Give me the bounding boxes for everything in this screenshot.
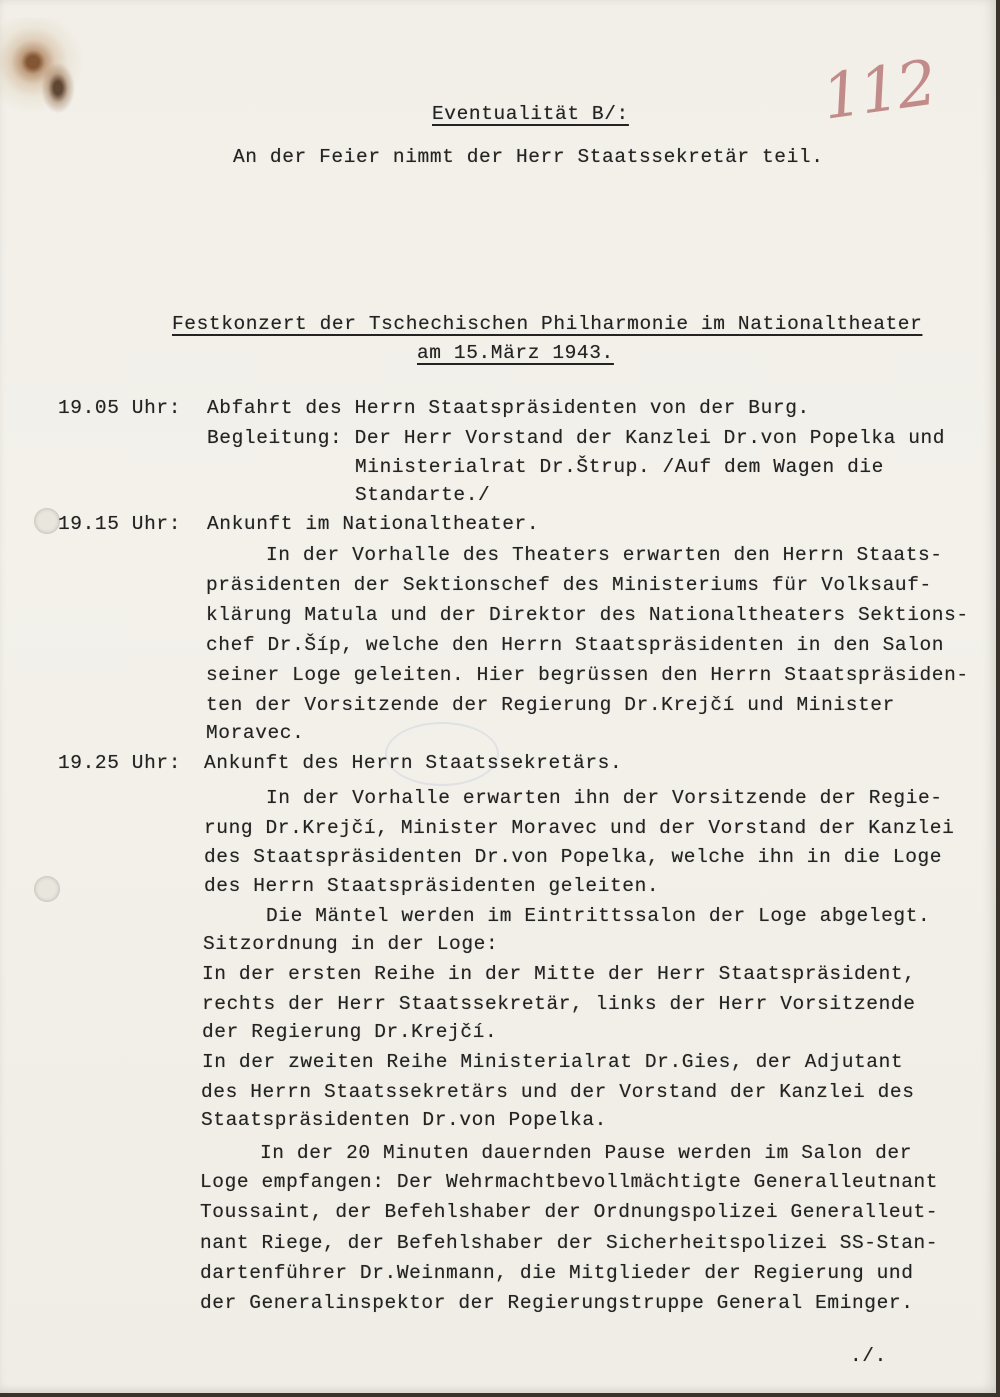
entry-line: ten der Vorsitzende der Regierung Dr.Krejčí und Minister bbox=[206, 694, 895, 716]
entry-time: 19.05 Uhr: bbox=[58, 397, 182, 419]
entry-time: 19.25 Uhr: bbox=[58, 752, 182, 774]
entry-line: Abfahrt des Herrn Staatspräsidenten von der Burg. bbox=[207, 397, 810, 419]
entry-line: präsidenten der Sektionschef des Ministeriums für Volksauf- bbox=[206, 574, 932, 596]
entry-line: seiner Loge geleiten. Hier begrüssen den Herrn Staatspräsiden- bbox=[206, 664, 969, 686]
entry-line: Toussaint, der Befehlshaber der Ordnungspolizei Generalleut- bbox=[200, 1201, 939, 1223]
page-edge-right bbox=[996, 0, 1000, 1397]
entry-line: In der Vorhalle erwarten ihn der Vorsitzende der Regie- bbox=[266, 787, 943, 809]
entry-line: Sitzordnung in der Loge: bbox=[203, 933, 499, 955]
entry-line: Die Mäntel werden im Eintrittssalon der Loge abgelegt. bbox=[266, 905, 931, 927]
entry-line: der Generalinspektor der Regierungstruppe General Eminger. bbox=[200, 1292, 914, 1314]
entry-line: In der 20 Minuten dauernden Pause werden im Salon der bbox=[260, 1142, 913, 1164]
subline: An der Feier nimmt der Herr Staatssekretär teil. bbox=[233, 146, 824, 168]
entry-line: Moravec. bbox=[206, 722, 305, 744]
punch-hole-upper bbox=[34, 508, 60, 534]
entry-line: chef Dr.Šíp, welche den Herrn Staatspräsidenten in den Salon bbox=[206, 634, 945, 656]
entry-line: Ankunft des Herrn Staatssekretärs. bbox=[204, 752, 623, 774]
entry-line: rechts der Herr Staatssekretär, links der Herr Vorsitzende bbox=[202, 993, 916, 1015]
entry-line: Staatspräsidenten Dr.von Popelka. bbox=[201, 1109, 607, 1131]
continuation-mark: ./. bbox=[850, 1345, 887, 1367]
title-line-2: am 15.März 1943. bbox=[417, 342, 614, 364]
entry-line: des Herrn Staatspräsidenten geleiten. bbox=[204, 875, 660, 897]
punch-hole-lower bbox=[34, 876, 60, 902]
entry-line: klärung Matula und der Direktor des Nationaltheaters Sektions- bbox=[206, 604, 969, 626]
folio-number: 112 bbox=[817, 45, 940, 134]
entry-line: nant Riege, der Befehlshaber der Sicherheitspolizei SS-Stan- bbox=[200, 1232, 939, 1254]
entry-line: dartenführer Dr.Weinmann, die Mitglieder der Regierung und bbox=[200, 1262, 914, 1284]
entry-line: des Staatspräsidenten Dr.von Popelka, welche ihn in die Loge bbox=[204, 846, 943, 868]
entry-line: In der zweiten Reihe Ministerialrat Dr.Gies, der Adjutant bbox=[202, 1051, 904, 1073]
entry-time: 19.15 Uhr: bbox=[58, 513, 182, 535]
title-line-1: Festkonzert der Tschechischen Philharmonie im Nationaltheater bbox=[172, 313, 923, 335]
heading-eventualitaet: Eventualität B/: bbox=[432, 103, 629, 125]
page-edge-bottom bbox=[0, 1393, 1000, 1397]
rust-stain-center bbox=[38, 58, 78, 118]
entry-line: Ministerialrat Dr.Štrup. /Auf dem Wagen die bbox=[355, 456, 884, 478]
entry-line: Begleitung: Der Herr Vorstand der Kanzlei Dr.von Popelka und bbox=[207, 427, 946, 449]
entry-line: In der Vorhalle des Theaters erwarten den Herrn Staats- bbox=[266, 544, 943, 566]
entry-line: Ankunft im Nationaltheater. bbox=[207, 513, 540, 535]
entry-line: des Herrn Staatssekretärs und der Vorstand der Kanzlei des bbox=[201, 1081, 915, 1103]
entry-line: In der ersten Reihe in der Mitte der Herr Staatspräsident, bbox=[202, 963, 916, 985]
entry-line: Standarte./ bbox=[355, 484, 491, 506]
entry-line: rung Dr.Krejčí, Minister Moravec und der Vorstand der Kanzlei bbox=[204, 817, 955, 839]
entry-line: Loge empfangen: Der Wehrmachtbevollmächtigte Generalleutnant bbox=[200, 1171, 939, 1193]
entry-line: der Regierung Dr.Krejčí. bbox=[202, 1021, 498, 1043]
